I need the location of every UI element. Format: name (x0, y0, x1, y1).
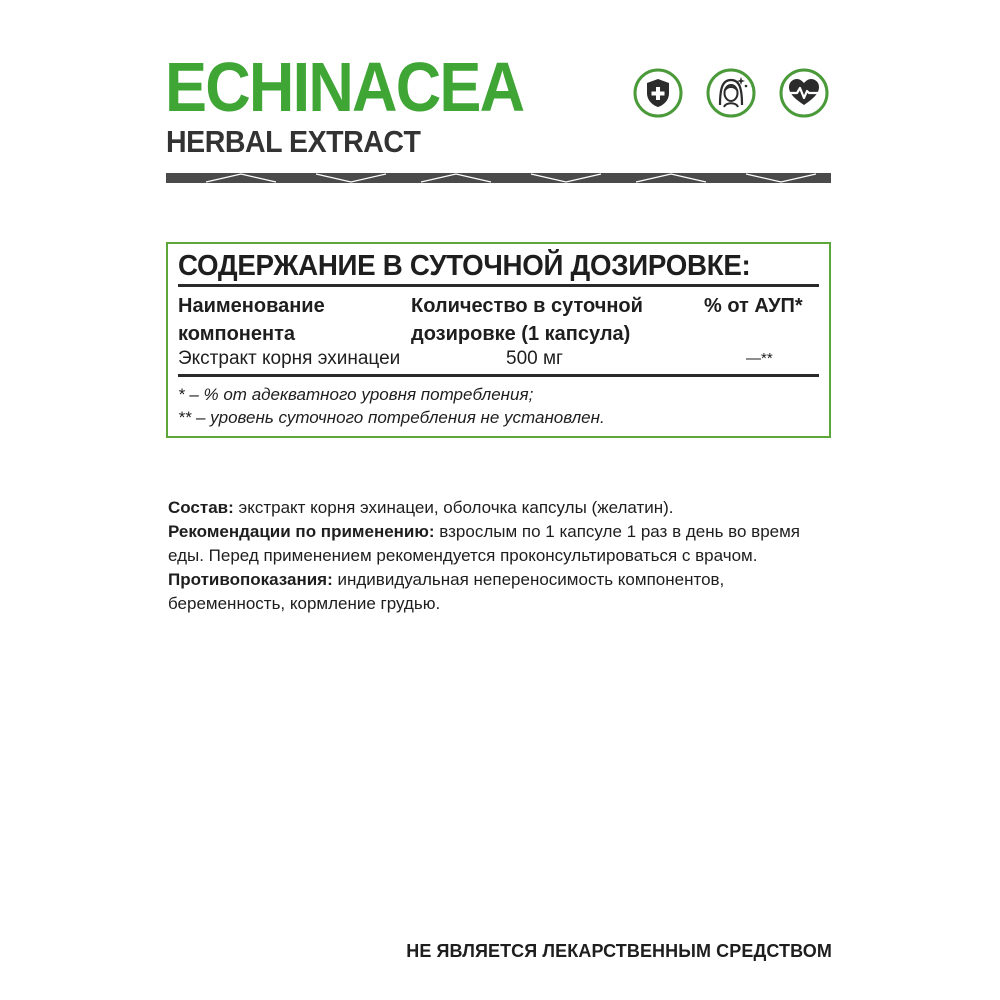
divider (178, 284, 819, 287)
composition-label: Состав: (168, 498, 234, 517)
table-cell-percent: —** (746, 350, 773, 367)
product-info (168, 496, 818, 616)
heart-pulse-icon (778, 67, 830, 119)
usage-label: Рекомендации по применению: (168, 522, 435, 541)
contraindications (168, 568, 818, 616)
composition-text: экстракт корня эхинацеи, оболочка капсулы (желатин). (233, 498, 674, 517)
divider (178, 374, 819, 377)
usage-text: взрослым по 1 капсуле 1 раз в день во время еды. Перед применением рекомендуется проконсультироваться с врачом. (168, 522, 801, 565)
table-cell-amount: 500 мг (506, 348, 563, 369)
footnote: * – % от адекватного уровня потребления; (178, 385, 534, 404)
decorative-stripe (166, 173, 831, 183)
table-cell-name: Экстракт корня эхинацеи (178, 348, 401, 369)
footnote: ** – уровень суточного потребления не установлен. (178, 408, 605, 427)
composition (168, 496, 818, 520)
column-header-amount: Количество в суточной дозировке (1 капсула) (411, 295, 643, 345)
shield-plus-icon (632, 67, 684, 119)
woman-sparkle-icon (705, 67, 757, 119)
disclaimer: НЕ ЯВЛЯЕТСЯ ЛЕКАРСТВЕННЫМ СРЕДСТВОМ (406, 941, 832, 961)
product-title: ECHINACEA (165, 48, 524, 126)
column-header-percent: % от АУП* (704, 295, 803, 317)
contraindications-text: индивидуальная непереносимость компонентов, беременность, кормление грудью. (168, 570, 725, 613)
usage (168, 520, 818, 568)
daily-dose-table (166, 242, 831, 438)
table-heading: СОДЕРЖАНИЕ В СУТОЧНОЙ ДОЗИРОВКЕ: (178, 250, 751, 282)
contraindications-label: Противопоказания: (168, 570, 333, 589)
column-header-name: Наименование компонента (178, 295, 325, 345)
product-subtitle: HERBAL EXTRACT (166, 124, 421, 159)
